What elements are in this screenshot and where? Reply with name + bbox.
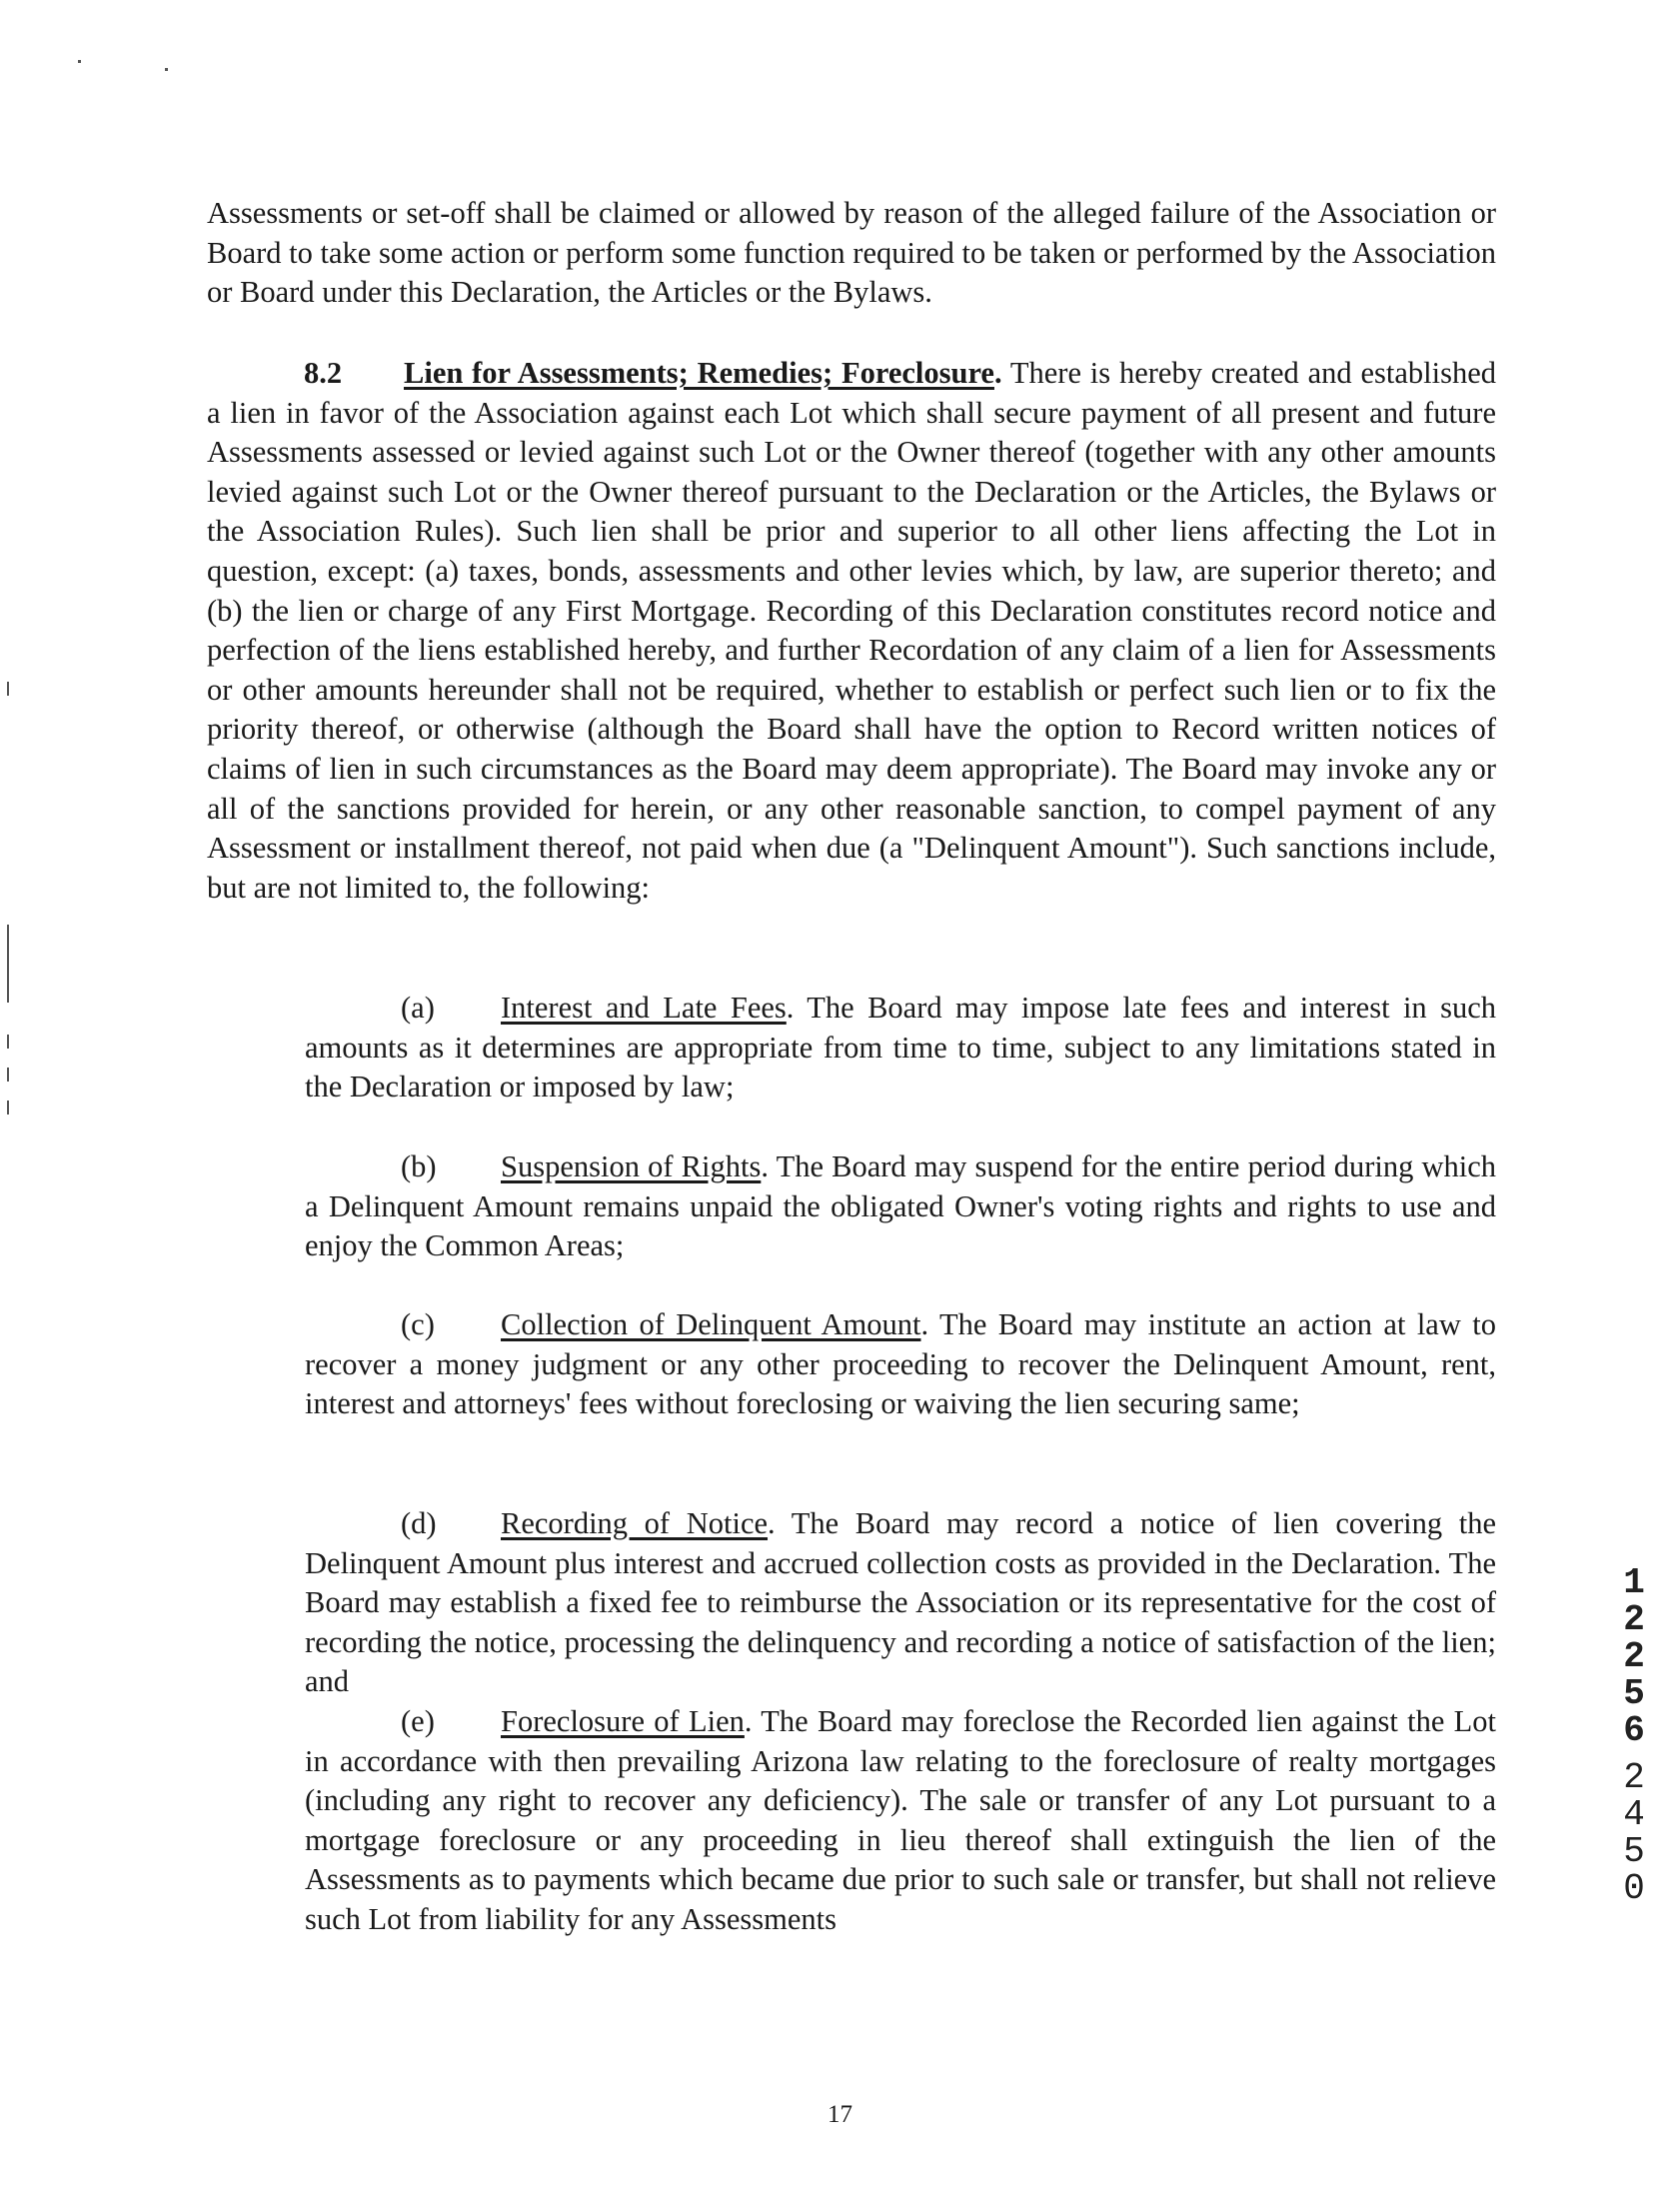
item-title: Collection of Delinquent Amount	[501, 1307, 921, 1341]
item-label: (a)	[401, 991, 435, 1025]
item-b-paragraph: (b) Suspension of Rights. The Board may suspend for the entire period during which a Delinquent Amount remains unpaid the obligated Owner's voting rights and rights to use and enjoy the Common Areas;	[305, 1149, 1497, 1263]
intro-text: Assessments or set-off shall be claimed or allowed by reason of the alleged failure of the Association or Board to take some action or perform some function required to be taken or performed by the Association or Board under this Declaration, the Articles or the Bylaws.	[207, 196, 1496, 310]
recording-stamp-line2: 2 4 5 0	[1623, 1757, 1645, 1909]
section-title: Lien for Assessments; Remedies; Foreclosure	[404, 356, 994, 390]
item-label: (e)	[401, 1704, 435, 1738]
revision-bar	[7, 1035, 9, 1049]
item-a-paragraph: (a) Interest and Late Fees. The Board may impose late fees and interest in such amounts as it determines are appropriate from time to time, subject to any limitations stated in the Declaration or imposed by law;	[305, 991, 1496, 1104]
scan-speck	[78, 60, 81, 63]
revision-bar	[7, 1100, 9, 1114]
item-body: The Board may record a notice of lien covering the Delinquent Amount plus interest and accrued collection costs as provided in the Declaration. The Board may establish a fixed fee to reimburse the Association or its representative for the cost of recording the notice, processing the delinquency and recording a notice of satisfaction of the lien; and	[305, 1506, 1496, 1699]
item-title: Recording of Notice	[501, 1506, 769, 1540]
revision-bar	[7, 682, 9, 696]
section-8-2-paragraph: 8.2 Lien for Assessments; Remedies; Foreclosure. There is hereby created and established a lien in favor of the Association against each Lot which shall secure payment of all present and future Assessments assessed or levied against such Lot or the Owner thereof (together with any other amounts levied against such Lot or the Owner thereof pursuant to the Declaration or the Articles, the Bylaws or the Association Rules). Such lien shall be prior and superior to all other liens affecting the Lot in question, except: (a) taxes, bonds, assessments and other levies which, by law, are superior thereto; and (b) the lien or charge of any First Mortgage. Recording of this Declaration constitutes record notice and perfection of the liens established hereby, and further Recordation of any claim of a lien for Assessments or other amounts hereunder shall not be required, whether to establish or perfect such lien or to fix the priority thereof, or otherwise (although the Board shall have the option to Record written notices of claims of lien in such circumstances as the Board may deem appropriate). The Board may invoke any or all of the sanctions provided for herein, or any other reasonable sanction, to compel payment of any Assessment or installment thereof, not paid when due (a "Delinquent Amount"). Such sanctions include, but are not limited to, the following:	[207, 356, 1497, 905]
revision-bar	[7, 1068, 9, 1082]
item-title: Suspension of Rights	[501, 1149, 762, 1183]
item-label: (d)	[401, 1506, 437, 1540]
item-label: (c)	[401, 1307, 435, 1341]
item-body: The Board may institute an action at law to recover a money judgment or any other proceeding to recover the Delinquent Amount, rent, interest and attorneys' fees without foreclosing or waiving the lien securing same;	[305, 1307, 1496, 1421]
scan-speck	[165, 68, 168, 71]
item-c-paragraph: (c) Collection of Delinquent Amount. The Board may institute an action at law to recover a money judgment or any other proceeding to recover the Delinquent Amount, rent, interest and attorneys' fees without foreclosing or waiving the lien securing same;	[305, 1307, 1496, 1421]
intro-paragraph	[207, 194, 1496, 313]
revision-bar	[7, 925, 9, 1003]
item-label: (b)	[401, 1149, 437, 1183]
page-number: 17	[828, 2101, 852, 2128]
recording-stamp-line1: 1 2 2 5 6	[1623, 1562, 1645, 1751]
item-e-paragraph: (e) Foreclosure of Lien. The Board may foreclose the Recorded lien against the Lot in accordance with then prevailing Arizona law relating to the foreclosure of realty mortgages (including any right to recover any deficiency). The sale or transfer of any Lot pursuant to a mortgage foreclosure or any proceeding in lieu thereof shall extinguish the lien of the Assessments as to payments which became due prior to such sale or transfer, but shall not relieve such Lot from liability for any Assessments	[305, 1704, 1496, 1936]
item-d-paragraph: (d) Recording of Notice. The Board may record a notice of lien covering the Delinquent Amount plus interest and accrued collection costs as provided in the Declaration. The Board may establish a fixed fee to reimburse the Association or its representative for the cost of recording the notice, processing the delinquency and recording a notice of satisfaction of the lien; and	[305, 1506, 1496, 1699]
section-number: 8.2	[304, 356, 343, 390]
item-body: The Board may impose late fees and interest in such amounts as it determines are appropriate from time to time, subject to any limitations stated in the Declaration or imposed by law;	[305, 991, 1496, 1104]
item-title: Interest and Late Fees	[501, 991, 787, 1025]
section-body: There is hereby created and established a lien in favor of the Association against each Lot which shall secure payment of all present and future Assessments assessed or levied against such Lot or the Owner thereof (together with any other amounts levied against such Lot or the Owner thereof pursuant to the Declaration or the Articles, the Bylaws or the Association Rules). Such lien shall be prior and superior to all other liens affecting the Lot in question, except: (a) taxes, bonds, assessments and other levies which, by law, are superior thereto; and (b) the lien or charge of any First Mortgage. Recording of this Declaration constitutes record notice and perfection of the liens established hereby, and further Recordation of any claim of a lien for Assessments or other amounts hereunder shall not be required, whether to establish or perfect such lien or to fix the priority thereof, or otherwise (although the Board shall have the option to Record written notices of claims of lien in such circumstances as the Board may deem appropriate). The Board may invoke any or all of the sanctions provided for herein, or any other reasonable sanction, to compel payment of any Assessment or installment thereof, not paid when due (a "Delinquent Amount"). Such sanctions include, but are not limited to, the following:	[207, 356, 1497, 905]
item-body: The Board may foreclose the Recorded lien against the Lot in accordance with then prevailing Arizona law relating to the foreclosure of realty mortgages (including any right to recover any deficiency). The sale or transfer of any Lot pursuant to a mortgage foreclosure or any proceeding in lieu thereof shall extinguish the lien of the Assessments as to payments which became due prior to such sale or transfer, but shall not relieve such Lot from liability for any Assessments	[305, 1704, 1496, 1936]
item-title: Foreclosure of Lien	[501, 1704, 745, 1738]
item-body: The Board may suspend for the entire period during which a Delinquent Amount remains unpaid the obligated Owner's voting rights and rights to use and enjoy the Common Areas;	[305, 1149, 1497, 1263]
